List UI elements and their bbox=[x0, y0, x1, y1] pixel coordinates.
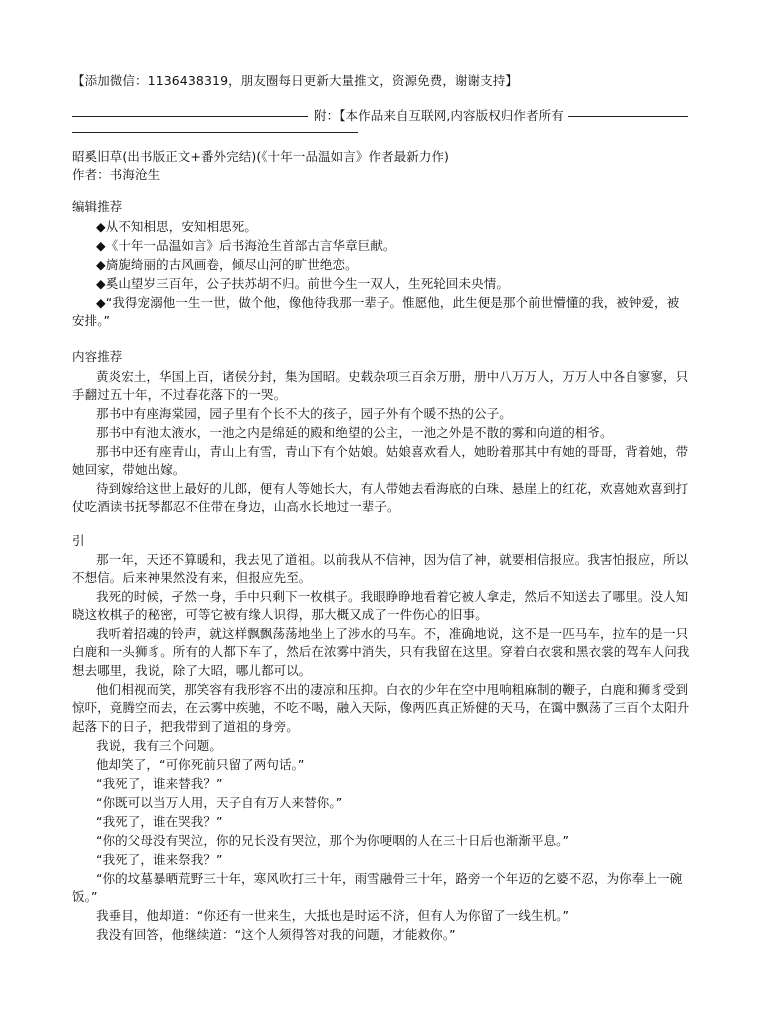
divider-line-right bbox=[568, 116, 688, 117]
content-paragraph-line: 手翻过五十年，不过春花落下的一哭。 bbox=[72, 387, 287, 402]
divider-line-left bbox=[72, 116, 308, 117]
prologue-line: “我死了，谁在哭我？” bbox=[96, 814, 223, 829]
editor-item: ◆奚山望岁三百年，公子扶苏胡不归。前世今生一双人，生死轮回未央情。 bbox=[96, 276, 509, 291]
content-paragraph-line: 那书中有座海棠园，园子里有个长不大的孩子，园子外有个暖不热的公子。 bbox=[96, 406, 512, 421]
editor-item: ◆《十年一品温如言》后书海沧生首部古言华章巨献。 bbox=[96, 238, 396, 253]
prologue-line: 白鹿和一头狮豸。所有的人都下车了，然后在浓雾中消失，只有我留在这里。穿着白衣裳和黑衣裳的驾车人问我 bbox=[72, 644, 690, 659]
wechat-note: 【添加微信：1136438319，朋友圈每日更新大量推文，资源免费，谢谢支持】 bbox=[72, 73, 518, 88]
editor-item: ◆旖旎绮丽的古风画卷，倾尽山河的旷世绝恋。 bbox=[96, 257, 358, 272]
content-section-heading: 内容推荐 bbox=[72, 349, 123, 364]
prologue-line: 我垂目，他却道：“你还有一世来生，大抵也是时运不济，但有人为你留了一线生机。” bbox=[96, 908, 570, 923]
content-paragraph-line: 她回家，带她出嫁。 bbox=[72, 462, 186, 477]
prologue-line: “你的坟墓暴晒荒野三十年，寒风吹打三十年，雨雪融骨三十年，路旁一个年迈的乞婆不忍，为你奉上一碗 bbox=[96, 871, 683, 886]
book-title: 昭奚旧草(出书版正文+番外完结)(《十年一品温如言》作者最新力作) bbox=[72, 149, 450, 164]
content-paragraph-line: 黄炎宏土，华国上百，诸侯分封，集为国昭。史载杂项三百余万册，册中八万万人，万万人中各自寥寥，只 bbox=[96, 369, 689, 384]
prologue-line: 我死的时候，孑然一身，手中只剩下一枚棋子。我眼睁睁地看着它被人拿走，然后不知送去了哪里。没人知 bbox=[96, 589, 689, 604]
prologue-heading: 引 bbox=[72, 533, 85, 548]
prologue-line: 晓这枚棋子的秘密，可等它被有缘人识得，那大概又成了一件伤心的旧事。 bbox=[72, 607, 488, 622]
prologue-line: 我没有回答，他继续道：“这个人须得答对我的问题，才能救你。” bbox=[96, 927, 456, 942]
content-paragraph-line: 仗吃酒读书抚琴都忍不住带在身边，山高水长地过一辈子。 bbox=[72, 499, 400, 514]
prologue-line: 我说，我有三个问题。 bbox=[96, 738, 223, 753]
content-paragraph-line: 待到嫁给这世上最好的儿郎，便有人等她长大，有人带她去看海底的白珠、悬崖上的红花，欢喜她欢喜到打 bbox=[96, 481, 689, 496]
prologue-line: 饭。” bbox=[72, 889, 98, 904]
editor-item-continuation: 安排。” bbox=[72, 313, 111, 328]
book-author: 作者：书海沧生 bbox=[72, 167, 161, 182]
prologue-line: 我听着招魂的铃声，就这样飘飘荡荡地坐上了涉水的马车。不，准确地说，这不是一匹马车，拉车的是一只 bbox=[96, 626, 689, 641]
editor-item: ◆“我得宠溺他一生一世，做个他，像他待我那一辈子。惟愿他，此生便是那个前世懵懂的我，被钟爱，被 bbox=[96, 295, 680, 310]
prologue-line: 想去哪里，我说，除了大昭，哪儿都可以。 bbox=[72, 663, 312, 678]
prologue-line: 不想信。后来神果然没有来，但报应先至。 bbox=[72, 570, 312, 585]
prologue-line: 那一年，天还不算暖和，我去见了道祖。以前我从不信神，因为信了神，就要相信报应。我害怕报应，所以 bbox=[96, 552, 689, 567]
content-paragraph-line: 那书中还有座青山，青山上有雪，青山下有个姑娘。姑娘喜欢看人，她盼着那其中有她的哥哥，背着她，带 bbox=[96, 444, 689, 459]
editor-item: ◆从不知相思，安知相思死。 bbox=[96, 219, 257, 234]
prologue-line: 他们相视而笑，那笑容有我形容不出的凄凉和压抑。白衣的少年在空中甩响粗麻制的鞭子，白鹿和狮豸受到 bbox=[96, 682, 689, 697]
prologue-line: 起落下的日子，把我带到了道祖的身旁。 bbox=[72, 719, 299, 734]
prologue-line: “你的父母没有哭泣，你的兄长没有哭泣，那个为你哽咽的人在三十日后也渐渐平息。” bbox=[96, 833, 570, 848]
prologue-line: “我死了，谁来替我？” bbox=[96, 776, 223, 791]
prologue-line: 他却笑了，“可你死前只留了两句话。” bbox=[96, 757, 305, 772]
source-note: 附：【本作品来自互联网,内容版权归作者所有 bbox=[314, 108, 564, 123]
divider-line-second bbox=[72, 132, 358, 133]
editor-section-heading: 编辑推荐 bbox=[72, 199, 123, 214]
prologue-line: 惊吓，竟腾空而去，在云雾中疾驰，不吃不喝，融入天际，像两匹真正矫健的天马，在霭中飘荡了三百个太阳升 bbox=[72, 700, 690, 715]
prologue-line: “你既可以当万人用，天子自有万人来替你。” bbox=[96, 795, 343, 810]
prologue-line: “我死了，谁来祭我？” bbox=[96, 852, 223, 867]
content-paragraph-line: 那书中有池太液水，一池之内是绵延的殿和绝望的公主，一池之外是不散的雾和向道的相爷。 bbox=[96, 425, 613, 440]
